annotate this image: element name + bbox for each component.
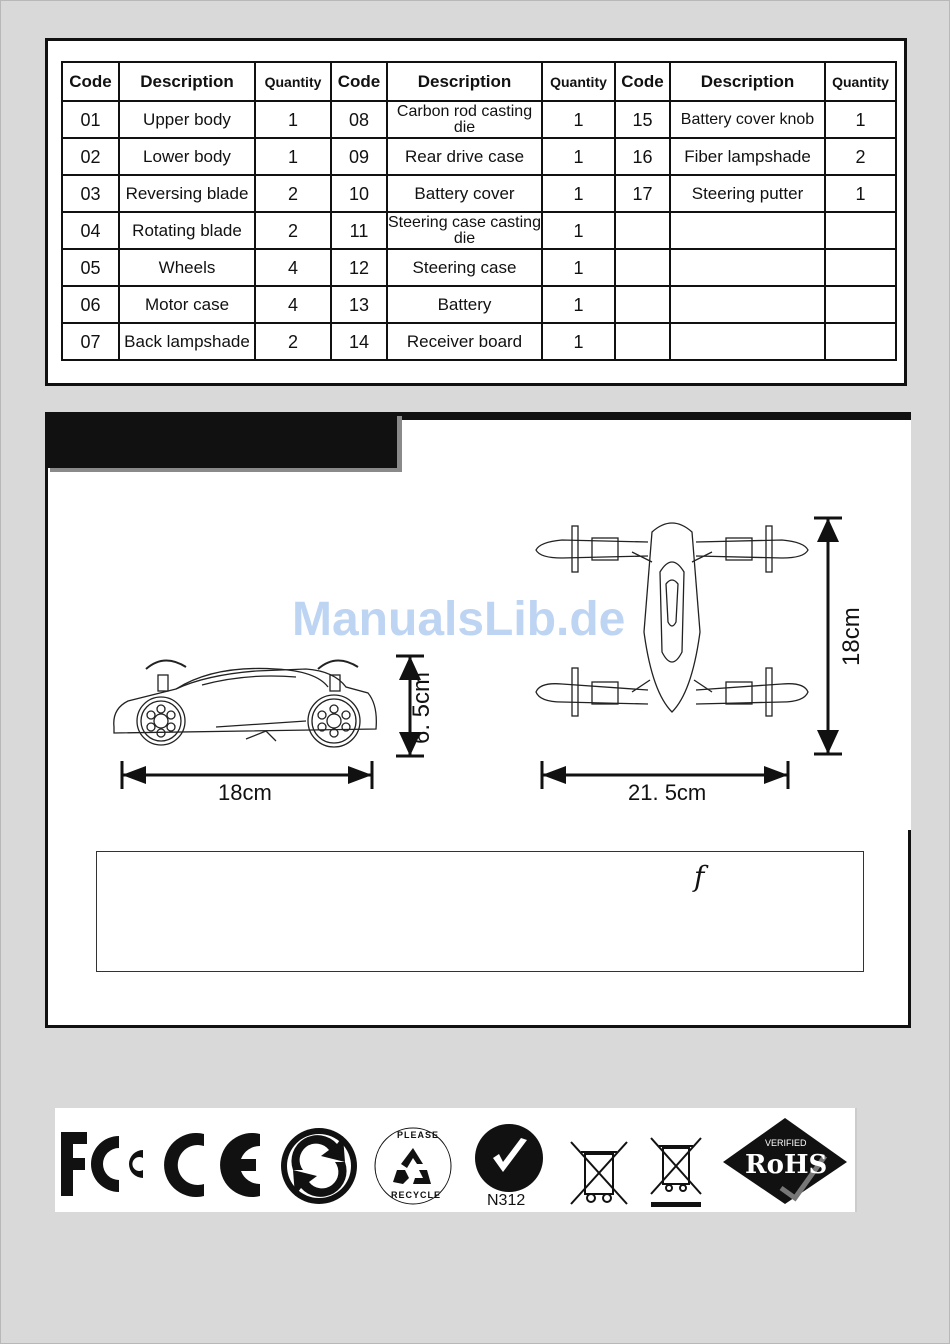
part-code-cell: 13 — [331, 286, 387, 323]
part-description-cell: Rotating blade — [119, 212, 255, 249]
header-description: Description — [119, 62, 255, 101]
part-code-cell: 16 — [615, 138, 670, 175]
part-description-cell: Carbon rod casting die — [387, 101, 542, 138]
part-description-cell — [670, 249, 825, 286]
part-quantity-cell: 1 — [542, 175, 615, 212]
part-quantity-cell: 1 — [825, 175, 896, 212]
table-row — [62, 286, 896, 323]
info-box-glyph: f — [694, 860, 705, 893]
c-tick-logo — [473, 1122, 545, 1194]
part-code-cell — [615, 286, 670, 323]
green-dot-logo — [279, 1126, 359, 1206]
header-description: Description — [387, 62, 542, 101]
weee-bin-bar-icon — [647, 1134, 705, 1208]
header-quantity: Quantity — [255, 62, 331, 101]
part-description-cell — [670, 323, 825, 360]
dimensions-panel — [45, 412, 911, 1028]
part-code-cell: 06 — [62, 286, 119, 323]
weee-bin-icon — [567, 1138, 631, 1208]
recycle-top-text: PLEASE — [397, 1130, 440, 1140]
part-description-cell: Steering case casting die — [387, 212, 542, 249]
rohs-text: RoHS — [745, 1150, 828, 1180]
part-code-cell: 07 — [62, 323, 119, 360]
table-row — [62, 212, 896, 249]
part-description-cell: Reversing blade — [119, 175, 255, 212]
drone-width-label: 21. 5cm — [628, 780, 707, 805]
header-description: Description — [670, 62, 825, 101]
part-quantity-cell: 1 — [542, 249, 615, 286]
part-code-cell: 15 — [615, 101, 670, 138]
part-quantity-cell: 1 — [542, 286, 615, 323]
table-row — [62, 138, 896, 175]
car-length-label: 18cm — [218, 780, 272, 805]
part-description-cell: Lower body — [119, 138, 255, 175]
part-description-cell: Steering case — [387, 249, 542, 286]
part-quantity-cell: 1 — [825, 101, 896, 138]
part-code-cell: 10 — [331, 175, 387, 212]
parts-panel — [45, 38, 907, 386]
part-code-cell: 12 — [331, 249, 387, 286]
part-description-cell: Wheels — [119, 249, 255, 286]
ce-logo — [160, 1130, 266, 1200]
header-quantity: Quantity — [825, 62, 896, 101]
recycle-bottom-text: RECYCLE — [391, 1190, 442, 1200]
part-code-cell: 17 — [615, 175, 670, 212]
table-row — [62, 101, 896, 138]
part-description-cell: Upper body — [119, 101, 255, 138]
rohs-logo — [721, 1116, 849, 1206]
table-row — [62, 323, 896, 360]
part-quantity-cell — [825, 212, 896, 249]
rohs-verified-text: VERIFIED — [765, 1138, 807, 1148]
car-height-label: 6. 5cm — [408, 671, 435, 744]
car-side-view-drawing — [106, 647, 426, 767]
parts-table — [61, 61, 897, 361]
part-description-cell — [670, 212, 825, 249]
header-code: Code — [62, 62, 119, 101]
c-tick-code: N312 — [487, 1192, 526, 1209]
part-code-cell: 09 — [331, 138, 387, 175]
part-code-cell: 01 — [62, 101, 119, 138]
part-description-cell: Fiber lampshade — [670, 138, 825, 175]
part-quantity-cell — [825, 249, 896, 286]
part-quantity-cell: 1 — [542, 101, 615, 138]
part-code-cell: 05 — [62, 249, 119, 286]
table-row — [62, 249, 896, 286]
part-code-cell: 03 — [62, 175, 119, 212]
part-code-cell — [615, 323, 670, 360]
header-code: Code — [615, 62, 670, 101]
part-quantity-cell: 1 — [542, 323, 615, 360]
part-quantity-cell — [825, 286, 896, 323]
part-quantity-cell: 2 — [255, 175, 331, 212]
part-description-cell: Back lampshade — [119, 323, 255, 360]
part-code-cell — [615, 249, 670, 286]
part-description-cell: Steering putter — [670, 175, 825, 212]
part-description-cell: Receiver board — [387, 323, 542, 360]
part-quantity-cell: 4 — [255, 249, 331, 286]
part-quantity-cell — [825, 323, 896, 360]
part-code-cell — [615, 212, 670, 249]
part-description-cell: Rear drive case — [387, 138, 542, 175]
part-quantity-cell: 1 — [542, 138, 615, 175]
part-quantity-cell: 2 — [825, 138, 896, 175]
part-description-cell: Battery — [387, 286, 542, 323]
part-code-cell: 02 — [62, 138, 119, 175]
part-code-cell: 14 — [331, 323, 387, 360]
table-row — [62, 175, 896, 212]
fcc-logo — [57, 1128, 149, 1200]
part-code-cell: 04 — [62, 212, 119, 249]
certification-logos — [55, 1108, 857, 1212]
part-description-cell — [670, 286, 825, 323]
part-quantity-cell: 2 — [255, 212, 331, 249]
part-description-cell: Battery cover knob — [670, 101, 825, 138]
section-title-tab — [45, 412, 397, 468]
part-quantity-cell: 1 — [542, 212, 615, 249]
info-box — [96, 851, 864, 972]
watermark: ManualsLib.de — [292, 593, 626, 646]
drone-length-label: 18cm — [838, 607, 865, 666]
header-code: Code — [331, 62, 387, 101]
part-description-cell: Battery cover — [387, 175, 542, 212]
part-code-cell: 11 — [331, 212, 387, 249]
part-description-cell: Motor case — [119, 286, 255, 323]
part-quantity-cell: 2 — [255, 323, 331, 360]
part-quantity-cell: 1 — [255, 138, 331, 175]
part-code-cell: 08 — [331, 101, 387, 138]
header-quantity: Quantity — [542, 62, 615, 101]
table-header-row — [62, 62, 896, 101]
part-quantity-cell: 4 — [255, 286, 331, 323]
please-recycle-logo — [373, 1126, 453, 1206]
part-quantity-cell: 1 — [255, 101, 331, 138]
